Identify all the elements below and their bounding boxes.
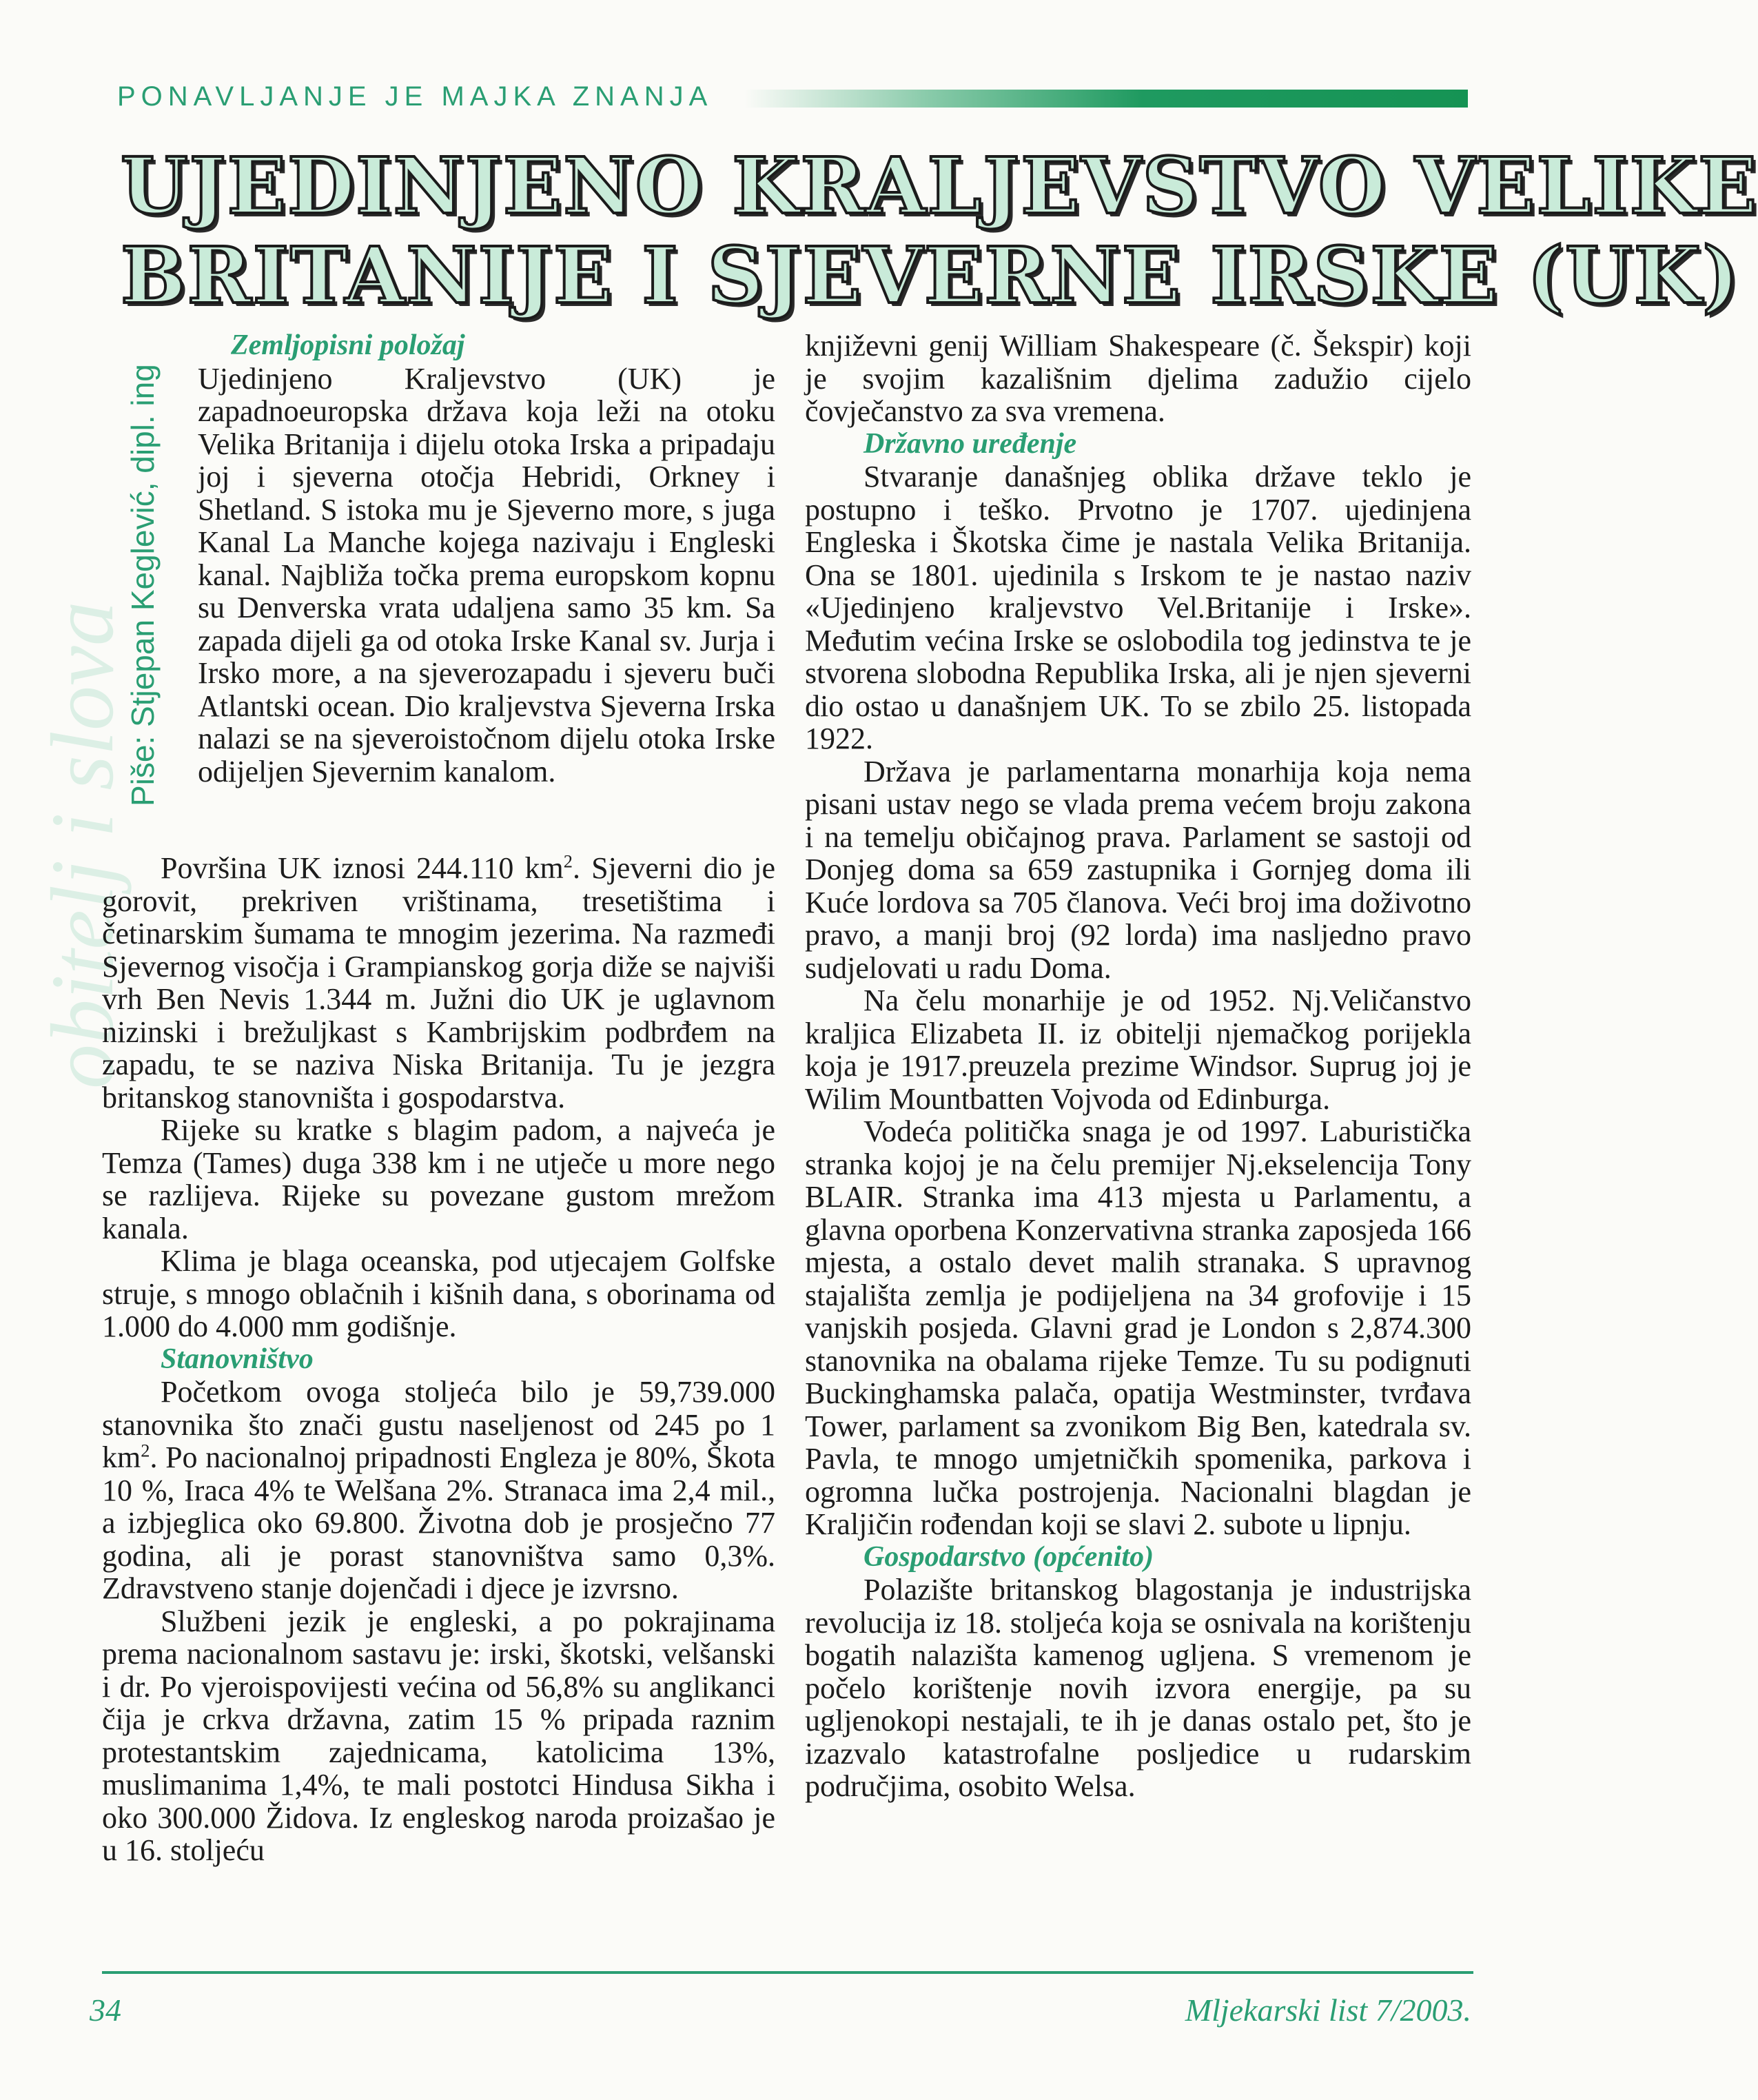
column1-bottom: [102, 852, 775, 1867]
page-number: 34: [90, 1992, 121, 2028]
paragraph-gov-3: Na čelu monarhije je od 1952. Nj.Veličanstvo kraljica Elizabeta II. iz obitelji njemačkog porijekla koja je 1917.preuzela prezime Windsor. Suprug joj je Wilim Mountbatten Vojvoda od Edinburga.: [805, 983, 1471, 1116]
paragraph-geo-1: Ujedinjeno Kraljevstvo (UK) je zapadnoeuropska država koja leži na otoku Velika Britanija i dijelu otoka Irska a pripadaju joj i sjeverna otočja Hebridi, Orkney i Shetland. S istoka mu je Sjeverno more, s juga Kanal La Manche kojega nazivaju i Engleski kanal. Najbliža točka prema europskom kopnu su Denverska vrata udaljena samo 35 km. Sa zapada dijeli ga od otoka Irske Kanal sv. Jurja i Irsko more, a na sjeverozapadu i sjeveru buči Atlantski ocean. Dio kraljevstva Sjeverna Irska nalazi se na sjeveroistočnom dijelu otoka Irske odijeljen Sjevernim kanalom.: [198, 361, 775, 788]
paragraph-pop-2: Službeni jezik je engleski, a po pokrajinama prema nacionalnom sastavu je: irski, škotski, velšanski i dr. Po vjeroispovijesti većina od 56,8% su anglikanci čija je crkva državna, zatim 15 % pripada raznim protestantskim zajednicama, katolicima 13%, muslimanima 1,4%, te mali postotci Hindusa Sikha i oko 300.000 Židova. Iz engleskog naroda proizašao je u 16. stoljeću: [102, 1604, 775, 1867]
author-byline: [110, 338, 186, 820]
paragraph-gov-4: Vodeća politička snaga je od 1997. Laburistička stranka kojoj je na čelu premijer Nj.ekselencija Tony BLAIR. Stranka ima 413 mjesta u Parlamentu, a glavna oporbena Konzervativna stranka zaposjeda 166 mjesta, a ostalo devet malih stranaka. S upravnog stajališta zemlja je podijeljena na 34 grofovije i 15 vanjskih posjeda. Glavni grad je London s 2,874.300 stanovnika na obalama rijeke Temze. Tu su podignuti Buckinghamska palača, opatija Westminster, tvrđava Tower, parlament sa zvonikom Big Ben, katedrala sv. Pavla, te mnogo umjetničkih spomenika, parkova i ogromna lučka postrojenja. Nacionalni blagdan je Kraljičin rođendan koji se slavi 2. subote u lipnju.: [805, 1114, 1471, 1541]
paragraph-continued: književni genij William Shakespeare (č. Šekspir) koji je svojim kazališnim djelima zadužio cijelo čovječanstvo za sva vremena.: [805, 329, 1471, 428]
header-rule: [744, 90, 1468, 108]
journal-name: Mljekarski list 7/2003.: [1185, 1992, 1471, 2028]
paragraph-gov-2: Država je parlamentarna monarhija koja nema pisani ustav nego se vlada prema većem broju zakona i na temelju običajnog prava. Parlament se sastoji od Donjeg doma sa 659 zastupnika i Gornjeg doma ili Kuće lordova sa 705 članova. Veći broj ima doživotno pravo, a manji broj (92 lorda) ima nasljedno pravo sudjelovati u radu Doma.: [805, 754, 1471, 985]
footer-rule: [102, 1971, 1473, 1974]
paragraph-pop-1: Početkom ovoga stoljeća bilo je 59,739.000 stanovnika što znači gustu naseljenost od 245 po 1 $km^2$. Po nacionalnoj pripadnosti Engleza je 80%, Škota 10 %, Iraca 4% te Welšana 2%. Stranaca ima 2,4 mil., a izbjeglica oko 69.800. Životna dob je prosječno 77 godina, ali je porast stanovništva samo 0,3%. Zdravstveno stanje dojenčadi i djece je izvrsno.: [102, 1375, 775, 1605]
paragraph-geo-2: Površina UK iznosi 244.110 $km^2$. Sjeverni dio je gorovit, prekriven vrištinama, tresetištima i četinarskim šumama te mnogim jezerima. Na razmeđi Sjevernog visočja i Grampianskog gorja diže se najviši vrh Ben Nevis 1.344 m. Južni dio UK je uglavnom nizinski i brežuljkast s Kambrijskim podbrđem na zapadu, te se naziva Niska Britanija. Tu je jezgra britanskog stanovništa i gospodarstva.: [102, 850, 775, 1114]
heading-gospodarstvo: Gospodarstvo (općenito): [863, 1540, 1154, 1573]
heading-zemljopisni: Zemljopisni položaj: [231, 329, 465, 361]
author-text: Piše: Stjepan Keglević, dipl. ing: [125, 364, 161, 806]
column1-top: [198, 329, 775, 788]
column2: [805, 329, 1471, 1803]
article-title-line1: UJEDINJENO KRALJEVSTVO VELIKE: [121, 141, 1758, 232]
paragraph-geo-3: Rijeke su kratke s blagim padom, a najveća je Temza (Tames) duga 338 km i ne utječe u more nego se razlijeva. Rijeke su povezane gustom mrežom kanala.: [102, 1113, 775, 1245]
heading-drzavno-uredenje: Državno uređenje: [863, 427, 1077, 460]
watermark: [28, 138, 132, 1103]
paragraph-econ-1: Polazište britanskog blagostanja je industrijska revolucija iz 18. stoljeća koja se osnivala na korištenju bogatih nalazišta kamenog ugljena. S vremenom je počelo korištenje novih izvora energije, pa su ugljenokopi nestajali, te ih je danas ostalo pet, što je izazvalo katastrofalne posljedice u rudarskim područjima, osobito Welsa.: [805, 1573, 1471, 1803]
article-title-line2: BRITANIJE I SJEVERNE IRSKE (UK): [121, 231, 1741, 321]
section-label: PONAVLJANJE JE MAJKA ZNANJA: [117, 81, 713, 112]
watermark-text: obitelj i slova: [33, 601, 132, 1089]
paragraph-gov-1: Stvaranje današnjeg oblika države teklo je postupno i teško. Prvotno je 1707. ujedinjena Engleska i Škotska čime je nastala Velika Britanija. Ona se 1801. ujedinila s Irskom te je nastao naziv «Ujedinjeno kraljevstvo Vel.Britanije i Irske». Međutim većina Irske se oslobodila tog jedinstva te je stvorena slobodna Republika Irska, ali je njen sjeverni dio ostao u današnjem UK. To se zbilo 25. listopada 1922.: [805, 460, 1471, 755]
heading-stanovnistvo: Stanovništvo: [161, 1343, 314, 1375]
paragraph-geo-4: Klima je blaga oceanska, pod utjecajem Golfske struje, s mnogo oblačnih i kišnih dana, s oborinama od 1.000 do 4.000 mm godišnje.: [102, 1244, 775, 1343]
